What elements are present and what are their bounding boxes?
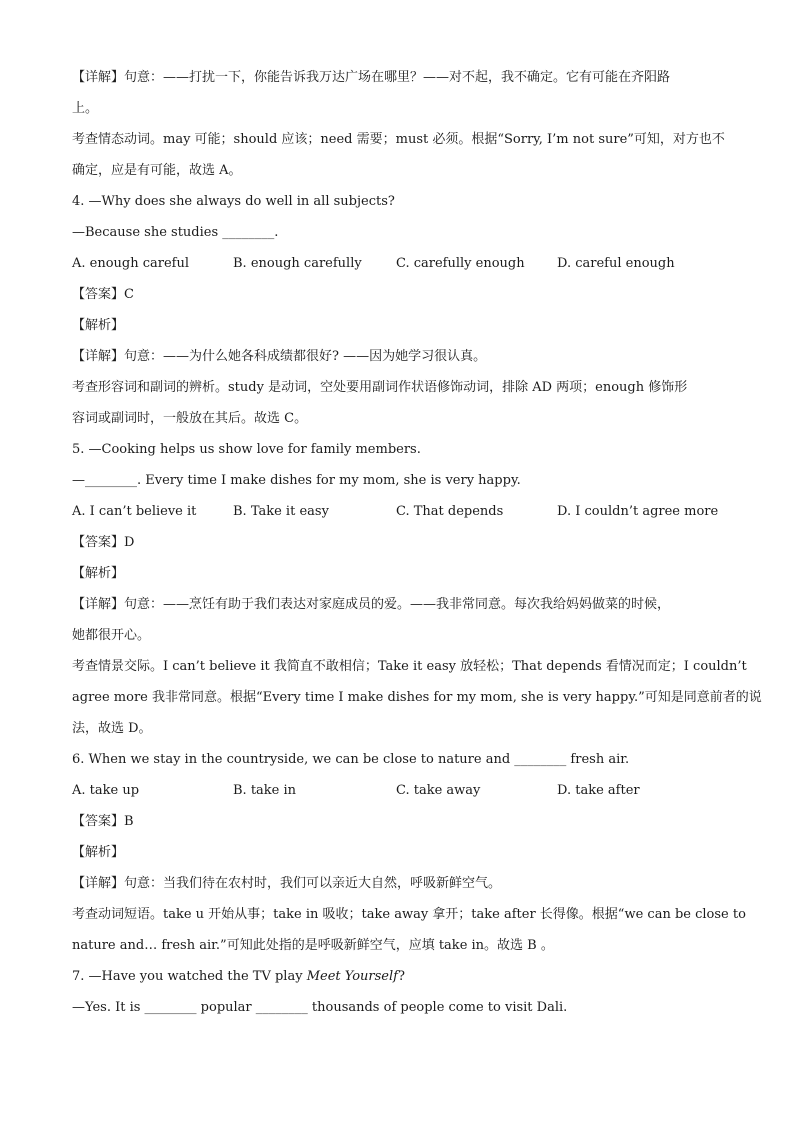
question-7-stem (72, 961, 722, 992)
option-c: C. take away (396, 783, 481, 798)
question-4-stem: 4. —Why does she always do well in all subjects? (72, 194, 395, 209)
question-5-detail: 法，故选 D。 (72, 721, 152, 736)
option-d: D. I couldn’t agree more (557, 504, 719, 519)
option-a: A. I can’t believe it (72, 504, 197, 519)
question-4-analysis-label: 【解析】 (72, 318, 125, 333)
document-page (72, 62, 762, 1023)
option-d: D. careful enough (557, 256, 675, 271)
question-4-detail: 考查形容词和副词的辨析。study 是动词，空处要用副词作状语修饰动词，排除 AD 两项；enough 修饰形 (72, 380, 688, 395)
question-6-detail: nature and… fresh air.”可知此处指的是呼吸新鲜空气，应填 take in。故选 B 。 (72, 938, 554, 953)
question-5-stem: 5. —Cooking helps us show love for family members. (72, 442, 421, 457)
question-4-reply: —Because she studies ________. (72, 225, 279, 240)
question-5-detail: 她都很开心。 (72, 628, 151, 643)
option-b: B. enough carefully (233, 256, 362, 271)
option-a: A. take up (72, 783, 140, 798)
question-5-detail: agree more 我非常同意。根据“Every time I make dishes for my mom, she is very happy.”可知是同意前者的说 (72, 690, 762, 705)
explanation-line: 考查情态动词。may 可能；should 应该；need 需要；must 必须。根据“Sorry, I’m not sure”可知，对方也不 (72, 132, 725, 147)
detail-line: 上。 (72, 101, 99, 116)
question-7-play-title: Meet Yourself (306, 969, 398, 984)
question-5-options (72, 496, 722, 527)
question-6-options (72, 775, 722, 806)
question-6-analysis-label: 【解析】 (72, 845, 125, 860)
question-6-detail: 考查动词短语。take u 开始从事；take in 吸收；take away 拿开；take after 长得像。根据“we can be close to (72, 907, 746, 922)
option-a: A. enough careful (72, 256, 190, 271)
question-5-reply: —________. Every time I make dishes for my mom, she is very happy. (72, 473, 521, 488)
question-4-detail: 容词或副词时，一般放在其后。故选 C。 (72, 411, 308, 426)
question-6-detail: 【详解】句意：当我们待在农村时，我们可以亲近大自然，呼吸新鲜空气。 (72, 876, 502, 891)
question-7-reply: —Yes. It is ________ popular ________ thousands of people come to visit Dali. (72, 1000, 568, 1015)
option-b: B. take in (233, 783, 297, 798)
option-b: B. Take it easy (233, 504, 329, 519)
option-c: C. That depends (396, 504, 504, 519)
question-7-stem-prefix: 7. —Have you watched the TV play (72, 969, 307, 984)
question-4-options (72, 248, 722, 279)
question-6-stem: 6. When we stay in the countryside, we can be close to nature and ________ fresh air. (72, 752, 630, 767)
option-d: D. take after (557, 783, 640, 798)
question-5-detail: 考查情景交际。I can’t believe it 我简直不敢相信；Take it easy 放轻松；That depends 看情况而定；I couldn’t (72, 659, 747, 674)
question-5-answer: 【答案】D (72, 535, 135, 550)
explanation-line: 确定，应是有可能，故选 A。 (72, 163, 242, 178)
question-5-analysis-label: 【解析】 (72, 566, 125, 581)
question-7-stem-suffix: ? (397, 969, 405, 984)
detail-line: 【详解】句意：——打扰一下，你能告诉我万达广场在哪里？——对不起，我不确定。它有可能在齐阳路 (72, 70, 671, 85)
question-4-answer: 【答案】C (72, 287, 134, 302)
option-c: C. carefully enough (396, 256, 525, 271)
question-5-detail: 【详解】句意：——烹饪有助于我们表达对家庭成员的爱。——我非常同意。每次我给妈妈做菜的时候， (72, 597, 671, 612)
question-6-answer: 【答案】B (72, 814, 134, 829)
question-4-detail: 【详解】句意：——为什么她各科成绩都很好? ——因为她学习很认真。 (72, 349, 487, 364)
